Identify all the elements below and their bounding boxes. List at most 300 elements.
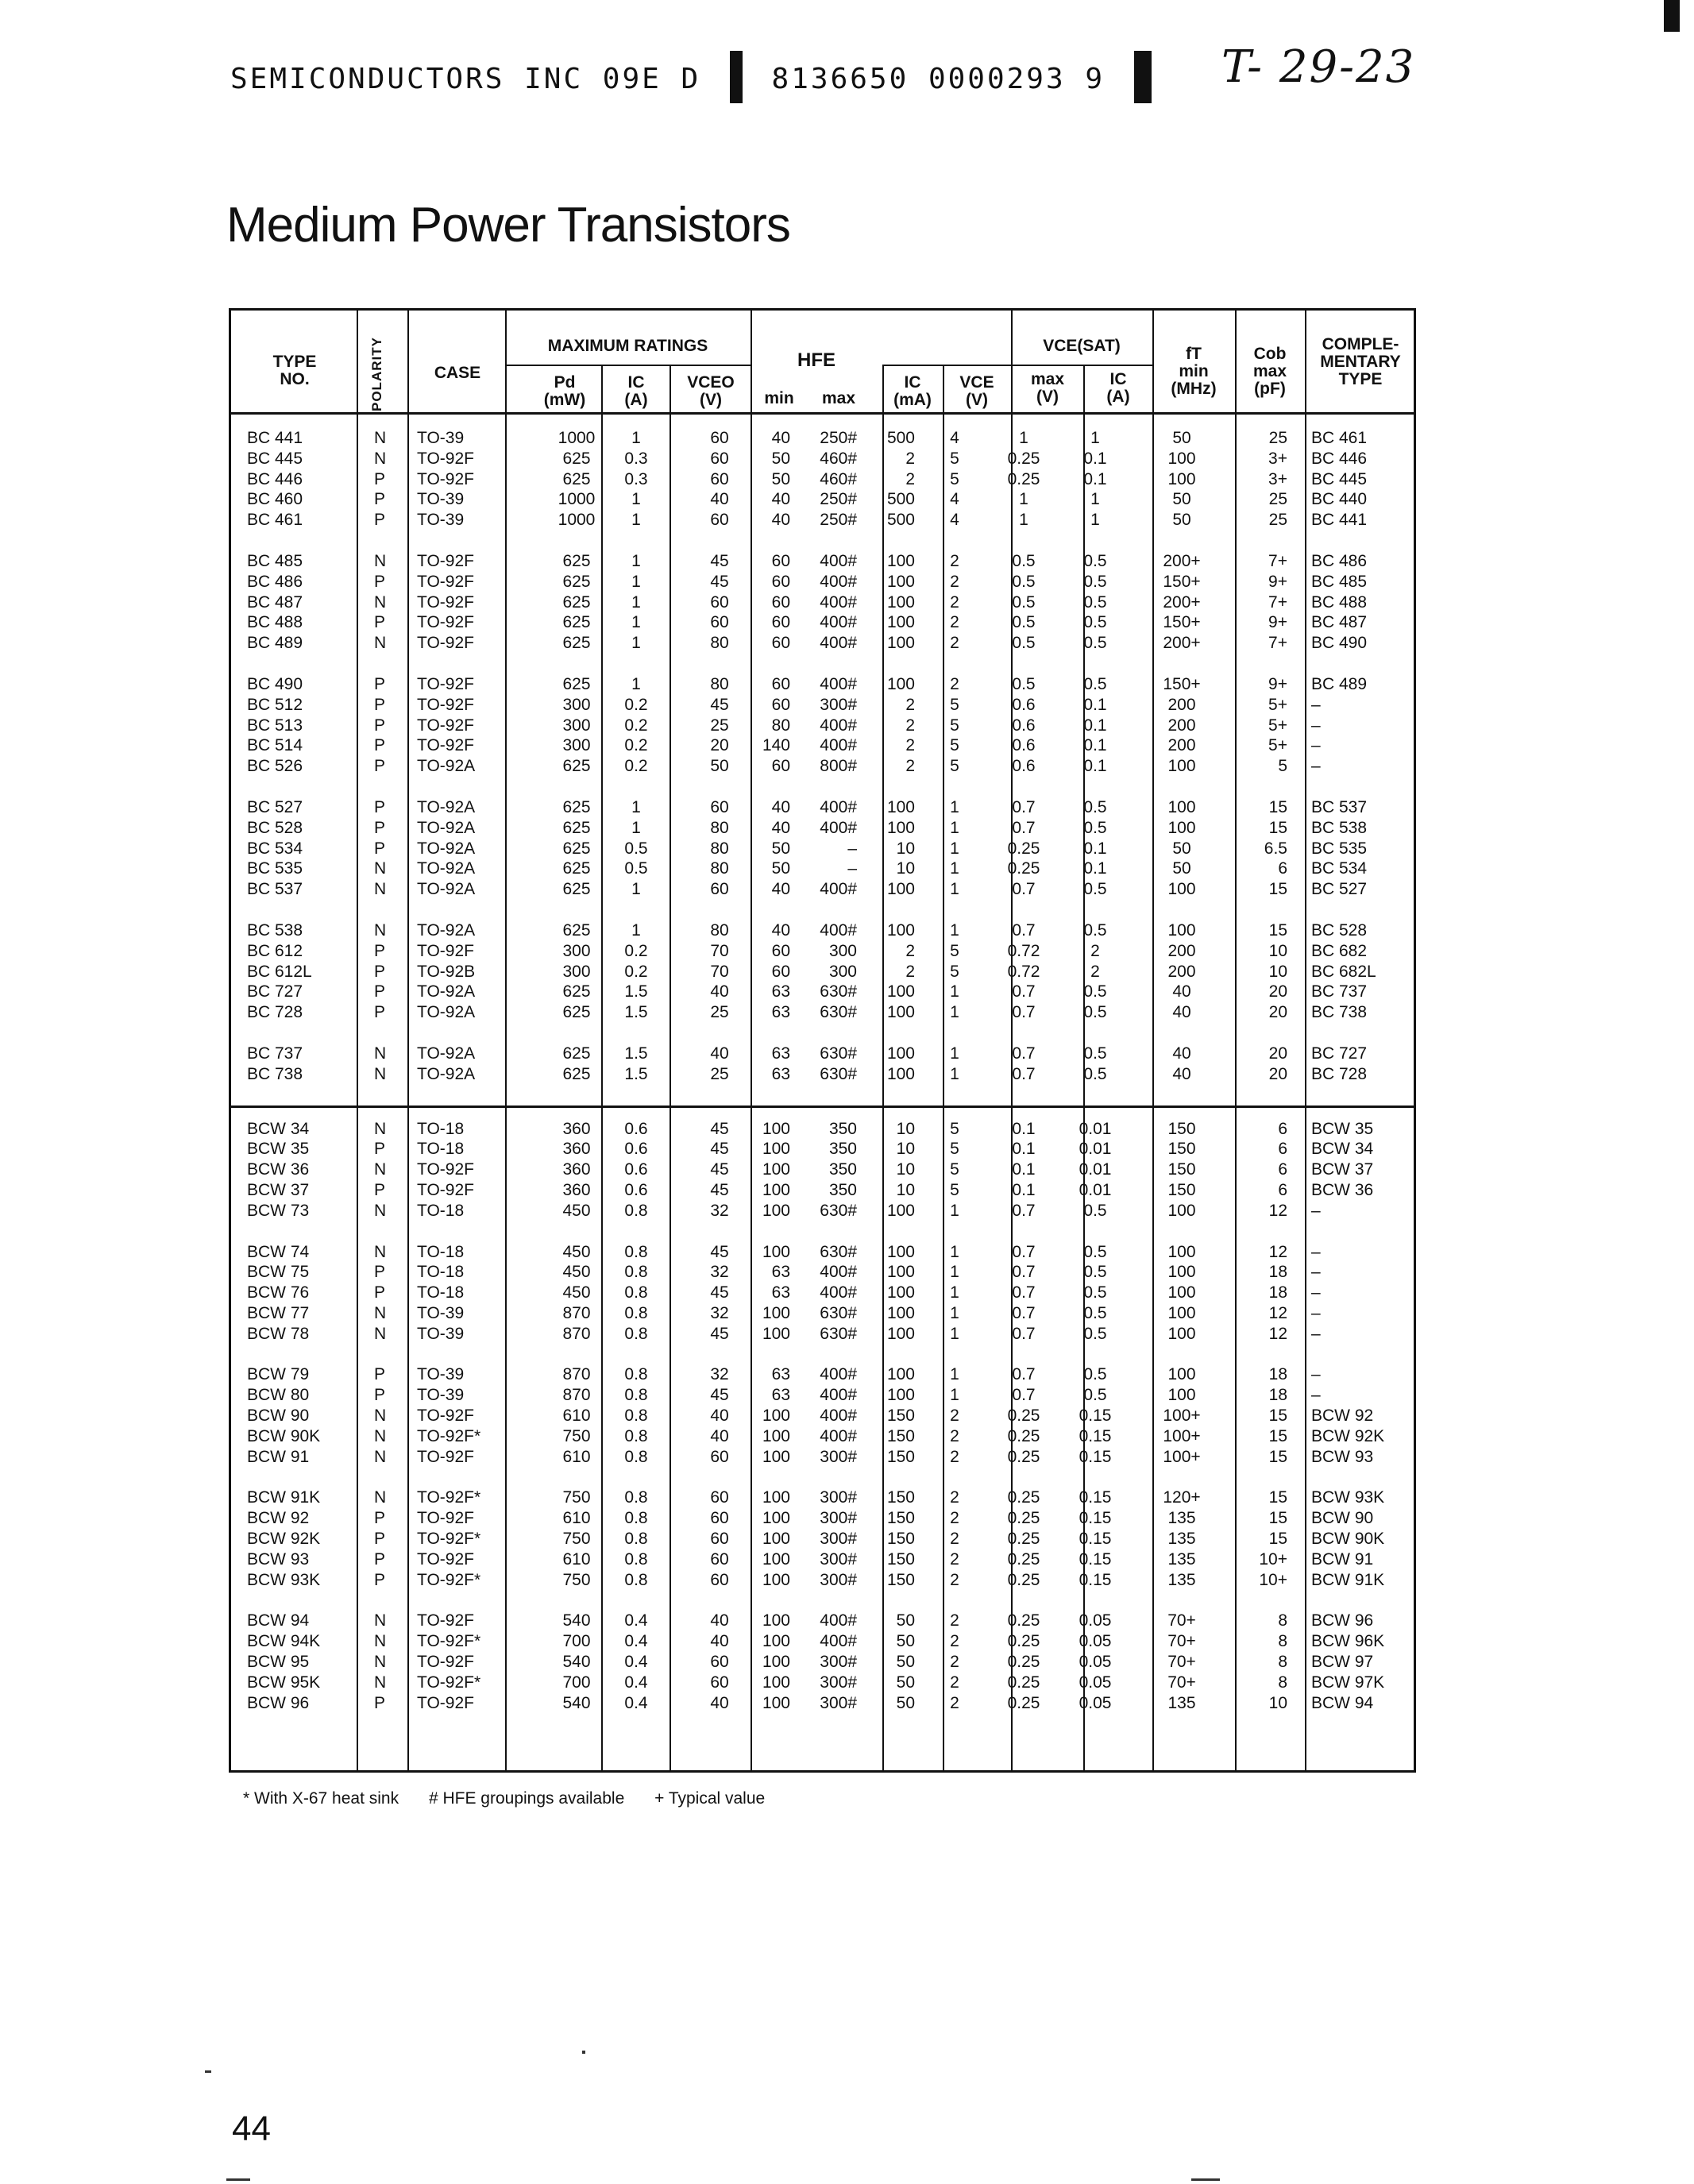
vceo-cell: 45: [710, 1160, 729, 1179]
polarity-cell: P: [374, 716, 386, 735]
pd-cell: 750: [562, 1530, 591, 1549]
ft-cell: 120+: [1163, 1488, 1201, 1507]
hfe-min-cell: 100: [762, 1653, 790, 1672]
polarity-cell: P: [374, 1509, 386, 1528]
type-cell: BC 727: [247, 982, 303, 1001]
case-cell: TO-92A: [417, 818, 476, 837]
polarity-cell: N: [374, 592, 387, 612]
row-group: [231, 920, 1414, 1023]
case-cell: TO-18: [417, 1119, 465, 1138]
hfe-min-cell: 60: [771, 613, 790, 632]
cob-cell: 18: [1268, 1263, 1287, 1282]
ft-cell: 200: [1167, 736, 1196, 755]
ic-cell: 0.2: [624, 695, 648, 714]
vceo-cell: 32: [710, 1303, 729, 1322]
vcesat-max-cell: 0.1: [1012, 1180, 1036, 1199]
ic-ma-cell: 100: [886, 1303, 915, 1322]
type-cell: BC 487: [247, 592, 303, 612]
ic-cell: 1: [631, 429, 641, 447]
hfe-max-cell: 400#: [820, 880, 857, 899]
vcesat-max-cell: 0.1: [1012, 1140, 1036, 1159]
hfe-min-cell: 100: [762, 1426, 790, 1445]
header-case: CASE: [434, 364, 481, 382]
case-cell: TO-92F: [417, 716, 474, 735]
hfe-min-cell: 63: [771, 1064, 790, 1083]
table-row: [231, 695, 1414, 716]
ft-cell: 100: [1167, 757, 1196, 776]
case-cell: TO-92F*: [417, 1488, 481, 1507]
hfe-min-cell: 100: [762, 1140, 790, 1159]
scan-speck: [1191, 2178, 1220, 2181]
vce-cell: 2: [950, 1611, 959, 1630]
pd-cell: 540: [562, 1611, 591, 1630]
ic-ma-cell: 500: [886, 511, 915, 530]
ic-ma-cell: 150: [886, 1509, 915, 1528]
vceo-cell: 60: [710, 1549, 729, 1569]
cob-cell: 12: [1268, 1201, 1287, 1220]
table-row: [231, 982, 1414, 1002]
type-cell: BC 534: [247, 839, 303, 858]
pd-cell: 625: [562, 1003, 591, 1022]
vceo-cell: 40: [710, 1693, 729, 1712]
ic-ma-cell: 100: [886, 551, 915, 570]
cob-cell: 20: [1268, 1003, 1287, 1022]
vceo-cell: 70: [710, 941, 729, 960]
cob-cell: 5+: [1268, 695, 1287, 714]
table-row: [231, 1385, 1414, 1406]
vcesat-max-cell: 0.7: [1012, 1303, 1036, 1322]
vce-cell: 1: [950, 1263, 959, 1282]
hfe-min-cell: 63: [771, 1003, 790, 1022]
pd-cell: 300: [562, 941, 591, 960]
complementary-cell: BC 728: [1311, 1064, 1368, 1083]
vce-cell: 4: [950, 490, 959, 509]
ic-cell: 0.6: [624, 1180, 648, 1199]
hfe-min-cell: 100: [762, 1160, 790, 1179]
case-cell: TO-92F: [417, 469, 474, 488]
vcesat-max-cell: 0.7: [1012, 818, 1036, 837]
vceo-cell: 80: [710, 674, 729, 693]
vcesat-max-cell: 0.25: [1007, 1653, 1040, 1672]
complementary-cell: BCW 92K: [1311, 1426, 1385, 1445]
table-row: [231, 1160, 1414, 1180]
vceo-cell: 60: [710, 511, 729, 530]
vcesat-max-cell: 0.7: [1012, 1003, 1036, 1022]
vcesat-max-cell: 0.7: [1012, 1386, 1036, 1405]
hfe-max-cell: 350: [828, 1119, 857, 1138]
vce-cell: 2: [950, 1570, 959, 1589]
ic-cell: 0.8: [624, 1263, 648, 1282]
polarity-cell: P: [374, 674, 386, 693]
case-cell: TO-92F: [417, 634, 474, 653]
vceo-cell: 45: [710, 1283, 729, 1302]
vcesat-ic-cell: 0.01: [1079, 1140, 1112, 1159]
vcesat-ic-cell: 0.5: [1083, 1044, 1107, 1063]
table-row: [231, 428, 1414, 449]
ic-ma-cell: 500: [886, 490, 915, 509]
vcesat-max-cell: 1: [1019, 490, 1028, 509]
vce-cell: 2: [950, 1673, 959, 1692]
vce-cell: 4: [950, 511, 959, 530]
ic-ma-cell: 2: [905, 757, 915, 776]
vce-cell: 1: [950, 1386, 959, 1405]
cob-cell: 10: [1268, 962, 1287, 981]
hfe-max-cell: 400#: [820, 674, 857, 693]
case-cell: TO-92F: [417, 736, 474, 755]
cob-cell: 15: [1268, 1509, 1287, 1528]
ft-cell: 150+: [1163, 613, 1201, 632]
vcesat-max-cell: 0.5: [1012, 634, 1036, 653]
cob-cell: 25: [1268, 429, 1287, 447]
cob-cell: 20: [1268, 1044, 1287, 1063]
type-cell: BCW 92: [247, 1509, 310, 1528]
table-row: [231, 1044, 1414, 1064]
vce-cell: 2: [950, 551, 959, 570]
vceo-cell: 32: [710, 1263, 729, 1282]
cob-cell: 7+: [1268, 551, 1287, 570]
ic-ma-cell: 10: [896, 1140, 915, 1159]
ic-cell: 0.6: [624, 1119, 648, 1138]
hfe-max-cell: 400#: [820, 1426, 857, 1445]
type-cell: BCW 92K: [247, 1530, 321, 1549]
vce-cell: 5: [950, 1160, 959, 1179]
header-vcesat-max: max (V): [1030, 370, 1065, 406]
ft-cell: 200+: [1163, 634, 1201, 653]
table-row: [231, 1364, 1414, 1385]
vcesat-ic-cell: 0.5: [1083, 920, 1107, 940]
ft-cell: 100: [1167, 1283, 1196, 1302]
complementary-cell: BC 488: [1311, 592, 1368, 612]
hfe-max-cell: 300#: [820, 1673, 857, 1692]
vcesat-max-cell: 0.6: [1012, 736, 1036, 755]
complementary-cell: BCW 93: [1311, 1447, 1374, 1466]
pd-cell: 300: [562, 962, 591, 981]
pd-cell: 450: [562, 1242, 591, 1261]
case-cell: TO-92F: [417, 592, 474, 612]
vcesat-max-cell: 0.6: [1012, 716, 1036, 735]
table-row: [231, 1303, 1414, 1324]
header-pd: Pd (mW): [543, 373, 586, 409]
ft-cell: 100: [1167, 797, 1196, 816]
vcesat-max-cell: 0.1: [1012, 1160, 1036, 1179]
ft-cell: 40: [1172, 982, 1191, 1001]
type-cell: BC 445: [247, 449, 303, 468]
complementary-cell: BC 446: [1311, 449, 1368, 468]
ft-cell: 70+: [1167, 1611, 1196, 1630]
ft-cell: 135: [1167, 1570, 1196, 1589]
vcesat-max-cell: 1: [1019, 511, 1028, 530]
vce-cell: 5: [950, 695, 959, 714]
table-row: [231, 449, 1414, 469]
vceo-cell: 40: [710, 982, 729, 1001]
hfe-min-cell: 40: [771, 818, 790, 837]
case-cell: TO-39: [417, 1386, 465, 1405]
cob-cell: 3+: [1268, 449, 1287, 468]
pd-cell: 625: [562, 920, 591, 940]
ic-ma-cell: 100: [886, 982, 915, 1001]
cob-cell: 8: [1278, 1653, 1287, 1672]
ic-cell: 1.5: [624, 1064, 648, 1083]
hfe-max-cell: 630#: [820, 1324, 857, 1343]
cob-cell: 15: [1268, 797, 1287, 816]
case-cell: TO-18: [417, 1283, 465, 1302]
ic-ma-cell: 2: [905, 962, 915, 981]
ic-cell: 0.8: [624, 1509, 648, 1528]
hfe-min-cell: 60: [771, 695, 790, 714]
polarity-cell: P: [374, 490, 386, 509]
hfe-min-cell: 100: [762, 1549, 790, 1569]
row-group: [231, 1611, 1414, 1713]
ft-cell: 150+: [1163, 572, 1201, 591]
vcesat-ic-cell: 2: [1090, 962, 1100, 981]
ic-ma-cell: 100: [886, 1242, 915, 1261]
cob-cell: 9+: [1268, 613, 1287, 632]
pd-cell: 870: [562, 1365, 591, 1384]
type-cell: BCW 95K: [247, 1673, 321, 1692]
ic-ma-cell: 150: [886, 1549, 915, 1569]
vce-cell: 2: [950, 572, 959, 591]
row-group: [231, 797, 1414, 900]
polarity-cell: N: [374, 1201, 387, 1220]
vcesat-ic-cell: 0.5: [1083, 1242, 1107, 1261]
header-vce: VCE (V): [959, 373, 994, 409]
case-cell: TO-92A: [417, 1064, 476, 1083]
vceo-cell: 60: [710, 613, 729, 632]
pd-cell: 700: [562, 1632, 591, 1651]
vcesat-ic-cell: 0.5: [1083, 634, 1107, 653]
hfe-min-cell: 100: [762, 1447, 790, 1466]
ic-ma-cell: 100: [886, 572, 915, 591]
ft-cell: 100: [1167, 469, 1196, 488]
ic-cell: 1: [631, 613, 641, 632]
header-vcesat: VCE(SAT): [1043, 337, 1121, 355]
case-cell: TO-92A: [417, 880, 476, 899]
polarity-cell: N: [374, 1611, 387, 1630]
polarity-cell: P: [374, 1283, 386, 1302]
table-row: [231, 489, 1414, 510]
hfe-min-cell: 100: [762, 1201, 790, 1220]
cob-cell: 8: [1278, 1673, 1287, 1692]
cob-cell: 5+: [1268, 736, 1287, 755]
case-cell: TO-92F*: [417, 1530, 481, 1549]
polarity-cell: N: [374, 880, 387, 899]
hfe-min-cell: 60: [771, 634, 790, 653]
vcesat-ic-cell: 0.05: [1079, 1673, 1112, 1692]
vcesat-ic-cell: 0.5: [1083, 1201, 1107, 1220]
type-cell: BC 512: [247, 695, 303, 714]
type-cell: BC 527: [247, 797, 303, 816]
ic-cell: 0.8: [624, 1530, 648, 1549]
header-vceo: VCEO (V): [687, 373, 735, 409]
vcesat-ic-cell: 0.05: [1079, 1611, 1112, 1630]
type-cell: BCW 35: [247, 1140, 310, 1159]
pd-cell: 360: [562, 1160, 591, 1179]
ic-ma-cell: 50: [896, 1632, 915, 1651]
pd-cell: 625: [562, 880, 591, 899]
complementary-cell: BC 486: [1311, 551, 1368, 570]
type-cell: BCW 75: [247, 1263, 310, 1282]
hfe-max-cell: 460#: [820, 469, 857, 488]
hfe-min-cell: 60: [771, 962, 790, 981]
vceo-cell: 80: [710, 818, 729, 837]
cob-cell: 10: [1268, 941, 1287, 960]
polarity-cell: N: [374, 551, 387, 570]
complementary-cell: –: [1311, 695, 1321, 714]
header-left-text: SEMICONDUCTORS INC 09E D: [230, 63, 701, 95]
hfe-max-cell: 400#: [820, 592, 857, 612]
pd-cell: 625: [562, 818, 591, 837]
ic-ma-cell: 100: [886, 1283, 915, 1302]
type-cell: BC 460: [247, 490, 303, 509]
vcesat-ic-cell: 0.01: [1079, 1180, 1112, 1199]
table-row: [231, 1139, 1414, 1160]
complementary-cell: BC 461: [1311, 429, 1368, 447]
hfe-min-cell: 63: [771, 982, 790, 1001]
hfe-min-cell: 100: [762, 1324, 790, 1343]
polarity-cell: P: [374, 1530, 386, 1549]
hfe-max-cell: 400#: [820, 634, 857, 653]
pd-cell: 1000: [558, 490, 596, 509]
hfe-min-cell: 50: [771, 469, 790, 488]
table-row: [231, 1201, 1414, 1221]
type-cell: BC 513: [247, 716, 303, 735]
vcesat-max-cell: 0.25: [1007, 1549, 1040, 1569]
hfe-min-cell: 100: [762, 1406, 790, 1426]
complementary-cell: BCW 94: [1311, 1693, 1374, 1712]
hfe-max-cell: 400#: [820, 920, 857, 940]
hfe-max-cell: 400#: [820, 797, 857, 816]
table-body: [231, 428, 1414, 1734]
case-cell: TO-92F: [417, 1693, 474, 1712]
vce-cell: 5: [950, 716, 959, 735]
vce-cell: 5: [950, 736, 959, 755]
table-row: [231, 510, 1414, 531]
vcesat-max-cell: 0.7: [1012, 1201, 1036, 1220]
vcesat-ic-cell: 0.5: [1083, 1283, 1107, 1302]
type-cell: BC 441: [247, 429, 303, 447]
ic-cell: 0.8: [624, 1549, 648, 1569]
vce-cell: 1: [950, 1324, 959, 1343]
vcesat-max-cell: 0.7: [1012, 1064, 1036, 1083]
hfe-max-cell: 400#: [820, 1263, 857, 1282]
polarity-cell: P: [374, 469, 386, 488]
pd-cell: 870: [562, 1386, 591, 1405]
vce-cell: 5: [950, 1119, 959, 1138]
vceo-cell: 40: [710, 1611, 729, 1630]
ft-cell: 100: [1167, 1386, 1196, 1405]
ft-cell: 100+: [1163, 1406, 1201, 1426]
vcesat-max-cell: 0.72: [1007, 941, 1040, 960]
ic-cell: 1: [631, 511, 641, 530]
header-ft: fT min (MHz): [1171, 345, 1217, 398]
ic-cell: 0.5: [624, 839, 648, 858]
ic-ma-cell: 100: [886, 1003, 915, 1022]
vcesat-ic-cell: 1: [1090, 429, 1100, 447]
header-polarity: POLARITY: [369, 337, 384, 411]
vcesat-max-cell: 0.25: [1007, 1632, 1040, 1651]
polarity-cell: P: [374, 839, 386, 858]
cob-cell: 15: [1268, 1530, 1287, 1549]
hfe-max-cell: 250#: [820, 429, 857, 447]
ft-cell: 135: [1167, 1693, 1196, 1712]
hfe-max-cell: 300: [828, 962, 857, 981]
table-row: [231, 716, 1414, 736]
table-row: [231, 1570, 1414, 1591]
hfe-min-cell: 50: [771, 839, 790, 858]
cob-cell: 18: [1268, 1283, 1287, 1302]
complementary-cell: –: [1311, 1303, 1321, 1322]
vcesat-max-cell: 0.7: [1012, 920, 1036, 940]
case-cell: TO-92F: [417, 449, 474, 468]
case-cell: TO-39: [417, 429, 465, 447]
hfe-max-cell: 250#: [820, 511, 857, 530]
ic-ma-cell: 100: [886, 880, 915, 899]
ic-cell: 1: [631, 551, 641, 570]
cob-cell: 6.5: [1264, 839, 1287, 858]
complementary-cell: BC 485: [1311, 572, 1368, 591]
vceo-cell: 60: [710, 1673, 729, 1692]
type-cell: BCW 95: [247, 1653, 310, 1672]
ft-cell: 135: [1167, 1530, 1196, 1549]
vceo-cell: 80: [710, 859, 729, 878]
vcesat-ic-cell: 1: [1090, 490, 1100, 509]
pd-cell: 625: [562, 797, 591, 816]
vcesat-max-cell: 0.25: [1007, 839, 1040, 858]
table-row: [231, 1529, 1414, 1549]
ft-cell: 150: [1167, 1119, 1196, 1138]
ic-ma-cell: 2: [905, 695, 915, 714]
polarity-cell: N: [374, 1160, 387, 1179]
ic-ma-cell: 150: [886, 1426, 915, 1445]
ft-cell: 40: [1172, 1003, 1191, 1022]
hfe-max-cell: 300#: [820, 695, 857, 714]
polarity-cell: N: [374, 1242, 387, 1261]
ic-ma-cell: 10: [896, 1119, 915, 1138]
vcesat-max-cell: 0.7: [1012, 1242, 1036, 1261]
footnote-hfe-groupings: # HFE groupings available: [428, 1789, 625, 1808]
case-cell: TO-92F*: [417, 1632, 481, 1651]
footnote-heat-sink: * With X-67 heat sink: [243, 1789, 399, 1808]
cob-cell: 8: [1278, 1611, 1287, 1630]
ic-cell: 1: [631, 634, 641, 653]
type-cell: BCW 73: [247, 1201, 310, 1220]
polarity-cell: P: [374, 941, 386, 960]
subheader-rule: [1011, 365, 1152, 366]
hfe-max-cell: 350: [828, 1180, 857, 1199]
hfe-min-cell: 60: [771, 592, 790, 612]
ic-cell: 0.2: [624, 757, 648, 776]
vceo-cell: 45: [710, 1242, 729, 1261]
hfe-min-cell: 60: [771, 757, 790, 776]
hfe-max-cell: 400#: [820, 1406, 857, 1426]
header-hfe-min: min: [764, 389, 794, 407]
ic-ma-cell: 100: [886, 1263, 915, 1282]
ic-ma-cell: 100: [886, 1044, 915, 1063]
table-row: [231, 1447, 1414, 1468]
complementary-cell: BC 534: [1311, 859, 1368, 878]
vceo-cell: 40: [710, 490, 729, 509]
vcesat-max-cell: 0.25: [1007, 1673, 1040, 1692]
scan-speck: [226, 2178, 250, 2181]
cob-cell: 15: [1268, 1406, 1287, 1426]
ic-ma-cell: 100: [886, 592, 915, 612]
hfe-max-cell: 630#: [820, 982, 857, 1001]
polarity-cell: P: [374, 695, 386, 714]
pd-cell: 1000: [558, 429, 596, 447]
vceo-cell: 20: [710, 736, 729, 755]
table-row: [231, 859, 1414, 879]
vcesat-ic-cell: 0.5: [1083, 592, 1107, 612]
